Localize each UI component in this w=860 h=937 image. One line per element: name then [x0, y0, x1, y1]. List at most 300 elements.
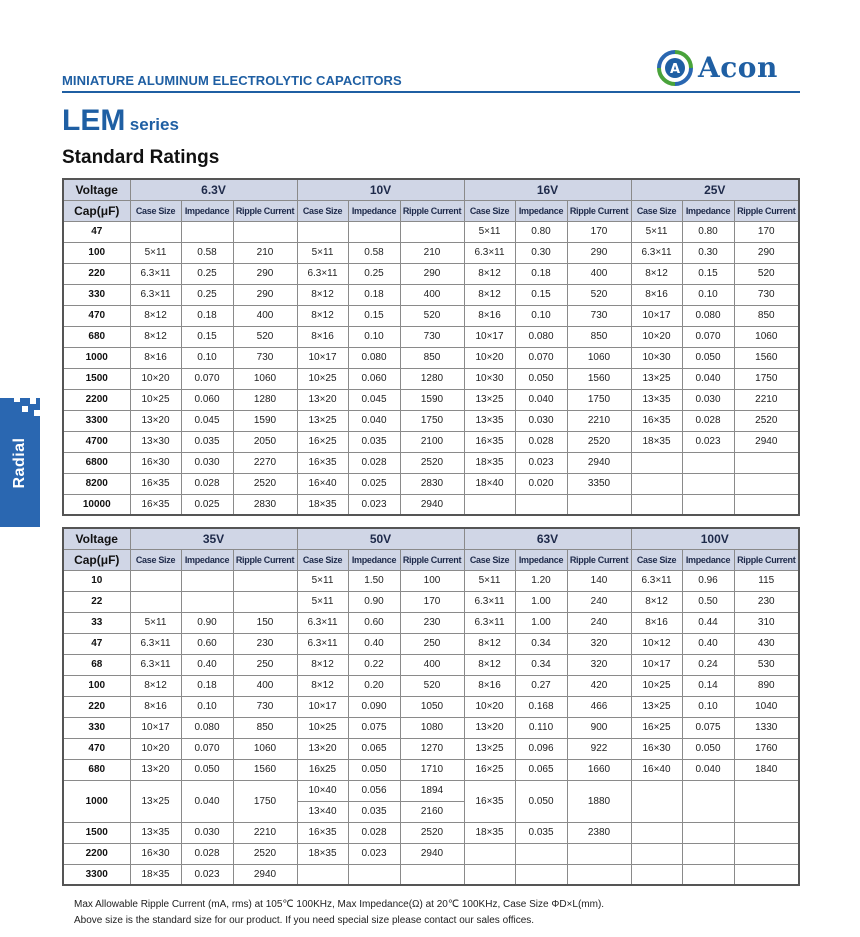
ripple-current-cell: 230 [233, 633, 297, 654]
impedance-cell: 0.030 [515, 410, 567, 431]
ripple-current-cell: 290 [233, 263, 297, 284]
ripple-current-cell: 1050 [400, 696, 464, 717]
impedance-cell: 0.34 [515, 633, 567, 654]
impedance-cell: 0.25 [348, 263, 400, 284]
impedance-cell: 0.040 [515, 389, 567, 410]
voltage-label: Voltage [63, 528, 130, 549]
table-row [63, 738, 799, 759]
capacitance-cell: 47 [63, 633, 130, 654]
ripple-current-cell: 850 [233, 717, 297, 738]
ripple-current-cell: 1750 [400, 410, 464, 431]
ripple-current-cell [233, 591, 297, 612]
impedance-cell: 0.10 [348, 326, 400, 347]
impedance-cell: 0.050 [348, 759, 400, 780]
impedance-cell: 0.10 [181, 347, 233, 368]
case-size-cell: 18×35 [297, 843, 348, 864]
side-tab-radial [0, 398, 40, 527]
case-size-cell: 13×20 [297, 738, 348, 759]
table-row [63, 494, 799, 515]
case-size-cell [631, 452, 682, 473]
table-row [63, 780, 799, 801]
impedance-cell: 0.090 [348, 696, 400, 717]
capacitance-cell: 100 [63, 675, 130, 696]
impedance-cell: 1.00 [515, 591, 567, 612]
ripple-current-cell: 730 [567, 305, 631, 326]
ripple-current-cell: 1750 [233, 780, 297, 822]
impedance-cell [682, 473, 734, 494]
case-size-cell: 13×40 [297, 801, 348, 822]
impedance-cell: 0.025 [181, 494, 233, 515]
impedance-cell [515, 494, 567, 515]
case-size-cell [464, 864, 515, 885]
logo-mark-icon [656, 49, 694, 87]
impedance-cell: 1.50 [348, 570, 400, 591]
table-row [63, 347, 799, 368]
ripple-current-cell [734, 494, 799, 515]
case-size-cell: 16×35 [297, 822, 348, 843]
ripple-current-cell: 230 [400, 612, 464, 633]
tab-notch [30, 398, 36, 404]
capacitance-cell: 470 [63, 738, 130, 759]
case-size-cell [631, 864, 682, 885]
table-row [63, 675, 799, 696]
capacitance-cell: 1000 [63, 347, 130, 368]
impedance-cell: 0.24 [682, 654, 734, 675]
impedance-cell: 0.050 [682, 738, 734, 759]
ripple-current-cell: 2520 [734, 410, 799, 431]
impedance-cell: 0.10 [515, 305, 567, 326]
case-size-cell: 6.3×11 [464, 591, 515, 612]
capacitance-cell: 8200 [63, 473, 130, 494]
impedance-cell [181, 570, 233, 591]
case-size-cell: 8×16 [631, 612, 682, 633]
ripple-current-cell: 2050 [233, 431, 297, 452]
impedance-cell: 0.18 [515, 263, 567, 284]
column-header-ripple-current: Ripple Current [567, 549, 631, 570]
case-size-cell [297, 221, 348, 242]
impedance-cell: 0.020 [515, 473, 567, 494]
ratings-table-low-voltage [62, 178, 800, 516]
impedance-cell: 0.035 [181, 431, 233, 452]
column-header-case-size: Case Size [464, 200, 515, 221]
capacitance-cell: 4700 [63, 431, 130, 452]
case-size-cell: 6.3×11 [631, 242, 682, 263]
impedance-cell: 0.34 [515, 654, 567, 675]
impedance-cell: 0.110 [515, 717, 567, 738]
table-row [63, 591, 799, 612]
case-size-cell: 10×17 [130, 717, 181, 738]
column-header-ripple-current: Ripple Current [734, 549, 799, 570]
case-size-cell: 18×35 [464, 452, 515, 473]
case-size-cell: 6.3×11 [464, 242, 515, 263]
impedance-cell: 0.070 [181, 738, 233, 759]
case-size-cell: 10×40 [297, 780, 348, 801]
ripple-current-cell [567, 864, 631, 885]
ripple-current-cell: 2210 [734, 389, 799, 410]
case-size-cell: 8×12 [297, 284, 348, 305]
impedance-cell [682, 452, 734, 473]
case-size-cell: 8×16 [464, 675, 515, 696]
case-size-cell: 18×35 [130, 864, 181, 885]
impedance-cell [181, 591, 233, 612]
ripple-current-cell: 2520 [233, 843, 297, 864]
impedance-cell: 0.035 [348, 801, 400, 822]
ripple-current-cell: 210 [233, 242, 297, 263]
ripple-current-cell: 2520 [233, 473, 297, 494]
case-size-cell: 10×25 [297, 368, 348, 389]
ripple-current-cell: 2270 [233, 452, 297, 473]
case-size-cell: 6.3×11 [297, 263, 348, 284]
case-size-cell: 6.3×11 [130, 633, 181, 654]
case-size-cell [631, 843, 682, 864]
capacitance-cell: 22 [63, 591, 130, 612]
table-row [63, 410, 799, 431]
case-size-cell: 8×12 [464, 284, 515, 305]
tab-notch [22, 406, 28, 412]
impedance-cell: 0.070 [181, 368, 233, 389]
ripple-current-cell: 170 [567, 221, 631, 242]
column-header-impedance: Impedance [348, 549, 400, 570]
ripple-current-cell: 2940 [400, 843, 464, 864]
voltage-group-header: 25V [631, 179, 799, 200]
case-size-cell: 13×25 [631, 368, 682, 389]
case-size-cell: 10×20 [130, 738, 181, 759]
case-size-cell [464, 843, 515, 864]
case-size-cell: 5×11 [297, 242, 348, 263]
impedance-cell: 0.060 [348, 368, 400, 389]
tab-notch [34, 410, 40, 416]
impedance-cell: 0.40 [348, 633, 400, 654]
ripple-current-cell: 1894 [400, 780, 464, 801]
impedance-cell: 0.080 [515, 326, 567, 347]
voltage-header-row [63, 179, 799, 200]
column-header-case-size: Case Size [464, 549, 515, 570]
ripple-current-cell: 2940 [400, 494, 464, 515]
ripple-current-cell: 1560 [567, 368, 631, 389]
impedance-cell: 0.075 [348, 717, 400, 738]
ripple-current-cell: 240 [567, 591, 631, 612]
ripple-current-cell: 400 [233, 675, 297, 696]
capacitance-label: Cap(μF) [63, 549, 130, 570]
column-header-ripple-current: Ripple Current [233, 200, 297, 221]
table-row [63, 263, 799, 284]
impedance-cell: 0.15 [682, 263, 734, 284]
ripple-current-cell: 320 [567, 654, 631, 675]
ripple-current-cell: 170 [734, 221, 799, 242]
column-header-impedance: Impedance [515, 200, 567, 221]
table-row [63, 612, 799, 633]
ripple-current-cell: 240 [567, 612, 631, 633]
voltage-group-header: 6.3V [130, 179, 297, 200]
ripple-current-cell: 1280 [233, 389, 297, 410]
impedance-cell: 0.60 [181, 633, 233, 654]
impedance-cell: 0.58 [181, 242, 233, 263]
case-size-cell: 8×12 [631, 263, 682, 284]
capacitance-cell: 680 [63, 759, 130, 780]
column-header-row [63, 200, 799, 221]
ripple-current-cell: 520 [233, 326, 297, 347]
impedance-cell: 0.80 [682, 221, 734, 242]
impedance-cell: 0.30 [682, 242, 734, 263]
column-header-ripple-current: Ripple Current [400, 200, 464, 221]
header-rule [62, 91, 800, 93]
impedance-cell: 0.025 [348, 473, 400, 494]
case-size-cell: 18×35 [464, 822, 515, 843]
case-size-cell: 18×35 [297, 494, 348, 515]
ripple-current-cell: 290 [400, 263, 464, 284]
ripple-current-cell: 230 [734, 591, 799, 612]
table-row [63, 654, 799, 675]
ripple-current-cell: 2210 [233, 822, 297, 843]
impedance-cell: 0.028 [682, 410, 734, 431]
impedance-cell: 0.040 [682, 759, 734, 780]
brand-name: Acon [698, 51, 778, 84]
case-size-cell: 6.3×11 [130, 263, 181, 284]
voltage-header-row [63, 528, 799, 549]
case-size-cell [464, 494, 515, 515]
ripple-current-cell: 400 [233, 305, 297, 326]
ripple-current-cell: 320 [567, 633, 631, 654]
case-size-cell: 8×16 [130, 347, 181, 368]
impedance-cell: 0.168 [515, 696, 567, 717]
ripple-current-cell: 1560 [233, 759, 297, 780]
case-size-cell: 18×40 [464, 473, 515, 494]
impedance-cell [682, 822, 734, 843]
case-size-cell: 13×20 [130, 410, 181, 431]
case-size-cell: 10×30 [631, 347, 682, 368]
impedance-cell: 1.20 [515, 570, 567, 591]
ripple-current-cell: 310 [734, 612, 799, 633]
case-size-cell: 8×12 [297, 654, 348, 675]
case-size-cell: 16x25 [297, 759, 348, 780]
ripple-current-cell: 400 [567, 263, 631, 284]
table-row [63, 864, 799, 885]
ripple-current-cell: 115 [734, 570, 799, 591]
ripple-current-cell [567, 843, 631, 864]
case-size-cell: 8×12 [464, 633, 515, 654]
ripple-current-cell: 2940 [233, 864, 297, 885]
case-size-cell: 13×20 [464, 717, 515, 738]
case-size-cell [297, 864, 348, 885]
ripple-current-cell: 2520 [567, 431, 631, 452]
case-size-cell: 10×25 [297, 717, 348, 738]
case-size-cell: 10×17 [631, 654, 682, 675]
impedance-cell: 0.023 [682, 431, 734, 452]
capacitance-cell: 1000 [63, 780, 130, 822]
ripple-current-cell: 730 [233, 347, 297, 368]
ripple-current-cell: 2380 [567, 822, 631, 843]
column-header-case-size: Case Size [130, 200, 181, 221]
impedance-cell: 0.050 [515, 780, 567, 822]
capacitance-cell: 47 [63, 221, 130, 242]
impedance-cell: 0.023 [515, 452, 567, 473]
case-size-cell: 13×35 [464, 410, 515, 431]
case-size-cell: 8×12 [464, 263, 515, 284]
impedance-cell: 0.070 [515, 347, 567, 368]
case-size-cell: 6.3×11 [130, 654, 181, 675]
capacitance-cell: 3300 [63, 410, 130, 431]
column-header-case-size: Case Size [631, 549, 682, 570]
capacitance-cell: 330 [63, 284, 130, 305]
ripple-current-cell [233, 221, 297, 242]
case-size-cell: 13×20 [297, 389, 348, 410]
ripple-current-cell: 900 [567, 717, 631, 738]
impedance-cell: 0.035 [515, 822, 567, 843]
capacitance-cell: 2200 [63, 389, 130, 410]
ripple-current-cell: 250 [400, 633, 464, 654]
impedance-cell: 0.050 [682, 347, 734, 368]
impedance-cell: 0.028 [515, 431, 567, 452]
ripple-current-cell [233, 570, 297, 591]
impedance-cell [682, 780, 734, 822]
impedance-cell: 0.040 [181, 780, 233, 822]
case-size-cell: 8×12 [130, 305, 181, 326]
impedance-cell: 0.80 [515, 221, 567, 242]
ripple-current-cell: 1760 [734, 738, 799, 759]
table-row [63, 452, 799, 473]
capacitance-cell: 33 [63, 612, 130, 633]
table-row [63, 326, 799, 347]
ripple-current-cell [734, 822, 799, 843]
capacitance-cell: 1500 [63, 822, 130, 843]
voltage-group-header: 50V [297, 528, 464, 549]
table-row [63, 284, 799, 305]
ripple-current-cell [400, 221, 464, 242]
capacitance-cell: 680 [63, 326, 130, 347]
impedance-cell: 0.050 [515, 368, 567, 389]
impedance-cell: 0.30 [515, 242, 567, 263]
ripple-current-cell: 1560 [734, 347, 799, 368]
column-header-impedance: Impedance [515, 549, 567, 570]
table-row [63, 389, 799, 410]
case-size-cell: 10×20 [464, 347, 515, 368]
case-size-cell: 13×35 [631, 389, 682, 410]
series-suffix: series [129, 115, 179, 134]
ripple-current-cell: 2520 [400, 822, 464, 843]
impedance-cell: 0.070 [682, 326, 734, 347]
impedance-cell: 0.58 [348, 242, 400, 263]
impedance-cell: 0.15 [181, 326, 233, 347]
capacitance-cell: 220 [63, 696, 130, 717]
series-name: LEM [62, 104, 126, 137]
case-size-cell: 8×16 [631, 284, 682, 305]
case-size-cell [631, 780, 682, 822]
column-header-case-size: Case Size [297, 549, 348, 570]
ripple-current-cell: 1590 [233, 410, 297, 431]
impedance-cell [682, 864, 734, 885]
table-row [63, 221, 799, 242]
impedance-cell: 0.045 [181, 410, 233, 431]
table-row [63, 717, 799, 738]
ripple-current-cell [567, 494, 631, 515]
ripple-current-cell: 730 [400, 326, 464, 347]
ripple-current-cell: 400 [400, 654, 464, 675]
ripple-current-cell: 922 [567, 738, 631, 759]
impedance-cell: 0.040 [348, 410, 400, 431]
case-size-cell: 5×11 [130, 242, 181, 263]
impedance-cell: 0.18 [181, 675, 233, 696]
case-size-cell: 13×25 [631, 696, 682, 717]
case-size-cell: 6.3×11 [130, 284, 181, 305]
column-header-impedance: Impedance [682, 200, 734, 221]
case-size-cell: 16×30 [130, 452, 181, 473]
impedance-cell: 0.075 [682, 717, 734, 738]
case-size-cell: 16×40 [631, 759, 682, 780]
ripple-current-cell: 2160 [400, 801, 464, 822]
case-size-cell: 13×25 [464, 389, 515, 410]
case-size-cell: 16×25 [464, 759, 515, 780]
table-row [63, 570, 799, 591]
ripple-current-cell: 2210 [567, 410, 631, 431]
impedance-cell [348, 221, 400, 242]
case-size-cell: 6.3×11 [464, 612, 515, 633]
capacitance-cell: 100 [63, 242, 130, 263]
case-size-cell: 8×16 [297, 326, 348, 347]
ripple-current-cell: 1060 [233, 738, 297, 759]
ripple-current-cell: 290 [734, 242, 799, 263]
case-size-cell: 5×11 [297, 570, 348, 591]
ripple-current-cell: 1280 [400, 368, 464, 389]
voltage-group-header: 16V [464, 179, 631, 200]
case-size-cell: 16×35 [464, 780, 515, 822]
ripple-current-cell [734, 780, 799, 822]
ripple-current-cell: 1060 [233, 368, 297, 389]
impedance-cell: 0.030 [181, 452, 233, 473]
capacitance-cell: 330 [63, 717, 130, 738]
impedance-cell: 0.035 [348, 431, 400, 452]
case-size-cell: 16×30 [130, 843, 181, 864]
impedance-cell: 0.20 [348, 675, 400, 696]
brand-logo [656, 48, 806, 88]
ripple-current-cell: 520 [567, 284, 631, 305]
case-size-cell [631, 473, 682, 494]
capacitance-cell: 3300 [63, 864, 130, 885]
case-size-cell: 16×35 [297, 452, 348, 473]
table-row [63, 696, 799, 717]
ripple-current-cell: 3350 [567, 473, 631, 494]
case-size-cell: 13×20 [130, 759, 181, 780]
impedance-cell: 1.00 [515, 612, 567, 633]
ripple-current-cell: 1710 [400, 759, 464, 780]
capacitance-cell: 470 [63, 305, 130, 326]
case-size-cell: 13×25 [297, 410, 348, 431]
impedance-cell: 0.10 [682, 696, 734, 717]
case-size-cell: 10×30 [464, 368, 515, 389]
case-size-cell: 16×30 [631, 738, 682, 759]
ripple-current-cell: 420 [567, 675, 631, 696]
case-size-cell: 16×35 [631, 410, 682, 431]
impedance-cell: 0.023 [181, 864, 233, 885]
ripple-current-cell: 850 [567, 326, 631, 347]
table-row [63, 242, 799, 263]
impedance-cell: 0.50 [682, 591, 734, 612]
case-size-cell: 5×11 [631, 221, 682, 242]
case-size-cell: 10×17 [297, 696, 348, 717]
ripple-current-cell: 730 [233, 696, 297, 717]
ripple-current-cell: 1080 [400, 717, 464, 738]
voltage-group-header: 35V [130, 528, 297, 549]
case-size-cell: 10×17 [631, 305, 682, 326]
case-size-cell: 18×35 [631, 431, 682, 452]
ripple-current-cell: 210 [400, 242, 464, 263]
impedance-cell [348, 864, 400, 885]
column-header-ripple-current: Ripple Current [400, 549, 464, 570]
ripple-current-cell: 140 [567, 570, 631, 591]
ripple-current-cell: 1660 [567, 759, 631, 780]
impedance-cell: 0.40 [181, 654, 233, 675]
case-size-cell: 10×25 [130, 389, 181, 410]
ripple-current-cell: 430 [734, 633, 799, 654]
